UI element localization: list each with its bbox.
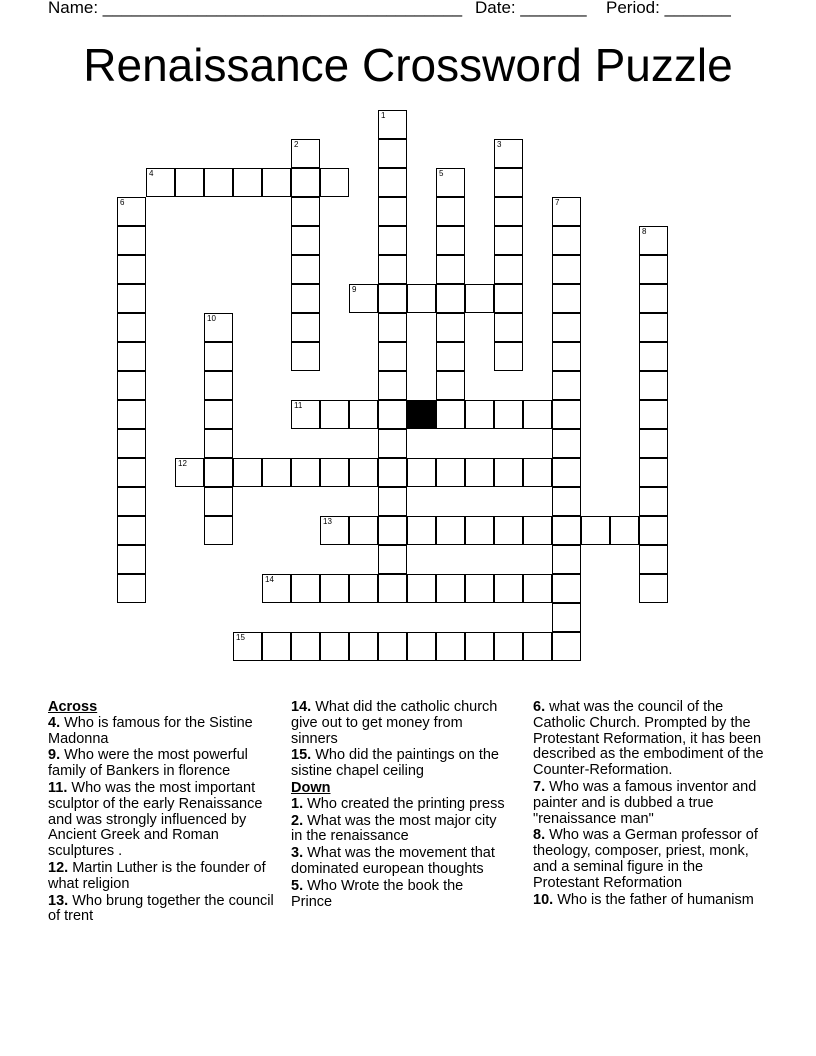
- crossword-cell[interactable]: [465, 516, 494, 545]
- cell-number: 3: [497, 140, 502, 149]
- clue-number: 3.: [291, 845, 304, 862]
- crossword-cell[interactable]: [494, 168, 523, 197]
- crossword-cell[interactable]: [436, 516, 465, 545]
- down-clue: [291, 879, 506, 911]
- clue-text: Who created the printing press: [307, 795, 505, 812]
- clue-text: What was the most major city in the renaissance: [291, 812, 497, 845]
- crossword-cell[interactable]: [291, 313, 320, 342]
- crossword-cell[interactable]: [233, 458, 262, 487]
- crossword-cell[interactable]: [407, 284, 436, 313]
- crossword-cell[interactable]: [378, 255, 407, 284]
- clue-number: 8.: [533, 827, 546, 844]
- cell-number: 6: [120, 198, 125, 207]
- crossword-cell[interactable]: [117, 342, 146, 371]
- clue-number: 5.: [291, 877, 304, 894]
- crossword-cell[interactable]: [204, 516, 233, 545]
- crossword-cell[interactable]: [378, 487, 407, 516]
- clue-text: Martin Luther is the founder of what religion: [48, 859, 266, 892]
- clue-number: 13.: [48, 892, 69, 909]
- cell-number: 15: [236, 633, 245, 642]
- crossword-cell[interactable]: [639, 574, 668, 603]
- crossword-cell[interactable]: [639, 429, 668, 458]
- clue-column-1: [48, 700, 283, 926]
- crossword-cell[interactable]: [378, 371, 407, 400]
- clue-text: Who was a famous inventor and painter and is dubbed a true "renaissance man": [533, 778, 757, 827]
- crossword-cell[interactable]: [320, 574, 349, 603]
- crossword-cell[interactable]: [436, 255, 465, 284]
- crossword-cell[interactable]: [378, 313, 407, 342]
- down-clue: [533, 700, 773, 779]
- clue-text: Who were the most powerful family of Bankers in florence: [48, 747, 248, 780]
- crossword-cell[interactable]: [639, 545, 668, 574]
- crossword-cell[interactable]: [494, 197, 523, 226]
- crossword-cell[interactable]: [262, 458, 291, 487]
- cell-number: 7: [555, 198, 560, 207]
- clue-number: 7.: [533, 778, 546, 795]
- cell-number: 8: [642, 227, 647, 236]
- crossword-cell[interactable]: [494, 458, 523, 487]
- crossword-cell[interactable]: [175, 458, 204, 487]
- crossword-cell[interactable]: [262, 632, 291, 661]
- clue-text: What did the catholic church give out to get money from sinners: [291, 699, 498, 747]
- crossword-cell[interactable]: [117, 313, 146, 342]
- crossword-cell[interactable]: [291, 255, 320, 284]
- crossword-cell[interactable]: [436, 226, 465, 255]
- crossword-cell[interactable]: [465, 400, 494, 429]
- crossword-cell[interactable]: [407, 458, 436, 487]
- crossword-cell[interactable]: [552, 255, 581, 284]
- crossword-cell[interactable]: [552, 342, 581, 371]
- crossword-cell[interactable]: [436, 458, 465, 487]
- cell-number: 11: [294, 401, 303, 410]
- crossword-cell[interactable]: [291, 574, 320, 603]
- crossword-cell[interactable]: [494, 226, 523, 255]
- cell-number: 1: [381, 111, 386, 120]
- crossword-cell[interactable]: [436, 313, 465, 342]
- crossword-cell[interactable]: [117, 197, 146, 226]
- crossword-cell[interactable]: [494, 139, 523, 168]
- across-clue: [48, 894, 283, 926]
- clue-number: 12.: [48, 859, 69, 876]
- clue-text: Who is the father of humanism: [557, 891, 754, 908]
- clue-text: Who did the paintings on the sistine chapel ceiling: [291, 747, 499, 780]
- crossword-cell[interactable]: [204, 487, 233, 516]
- crossword-cell[interactable]: [494, 400, 523, 429]
- crossword-cell[interactable]: [494, 342, 523, 371]
- crossword-cell[interactable]: [378, 226, 407, 255]
- crossword-cell[interactable]: [436, 400, 465, 429]
- crossword-cell[interactable]: [552, 197, 581, 226]
- crossword-cell[interactable]: [117, 487, 146, 516]
- crossword-cell[interactable]: [117, 371, 146, 400]
- crossword-cell[interactable]: [117, 574, 146, 603]
- crossword-cell[interactable]: [233, 168, 262, 197]
- across-heading: Across: [48, 699, 98, 715]
- crossword-cell[interactable]: [552, 516, 581, 545]
- clue-number: 1.: [291, 795, 304, 812]
- crossword-cell[interactable]: [117, 226, 146, 255]
- crossword-cell[interactable]: [378, 400, 407, 429]
- crossword-cell[interactable]: [639, 313, 668, 342]
- clue-text: Who brung together the council of trent: [48, 892, 274, 925]
- crossword-cell[interactable]: [291, 284, 320, 313]
- clue-text: what was the council of the Catholic Church. Prompted by the Protestant Reformation, it has been described as the embodiment of the Counter-Reformation.: [533, 699, 764, 779]
- crossword-cell[interactable]: [465, 458, 494, 487]
- clue-number: 14.: [291, 699, 312, 715]
- crossword-cell[interactable]: [204, 429, 233, 458]
- cell-number: 4: [149, 169, 154, 178]
- crossword-cell[interactable]: [320, 516, 349, 545]
- crossword-cell[interactable]: [204, 342, 233, 371]
- clue-number: 9.: [48, 747, 61, 764]
- crossword-cell[interactable]: [407, 574, 436, 603]
- crossword-cell[interactable]: [117, 255, 146, 284]
- clue-text: Who was a German professor of theology, composer, priest, monk, and a seminal figure in the Protestant Reformation: [533, 827, 758, 891]
- crossword-cell[interactable]: [639, 371, 668, 400]
- clue-text: What was the movement that dominated european thoughts: [291, 845, 495, 877]
- crossword-cell[interactable]: [639, 284, 668, 313]
- crossword-cell[interactable]: [175, 168, 204, 197]
- clue-number: 10.: [533, 891, 554, 908]
- crossword-cell[interactable]: [436, 168, 465, 197]
- across-clue: [48, 716, 283, 748]
- crossword-cell[interactable]: [552, 574, 581, 603]
- crossword-cell[interactable]: [465, 632, 494, 661]
- crossword-cell[interactable]: [204, 313, 233, 342]
- cell-number: 5: [439, 169, 444, 178]
- crossword-cell[interactable]: [523, 632, 552, 661]
- crossword-cell[interactable]: [407, 632, 436, 661]
- crossword-cell[interactable]: [552, 429, 581, 458]
- crossword-cell[interactable]: [436, 574, 465, 603]
- crossword-cell[interactable]: [262, 168, 291, 197]
- crossword-cell[interactable]: [349, 284, 378, 313]
- crossword-cell[interactable]: [552, 632, 581, 661]
- period-field[interactable]: Period: _______: [606, 0, 731, 17]
- down-clue: [533, 780, 773, 827]
- crossword-cell[interactable]: [552, 371, 581, 400]
- crossword-cell[interactable]: [378, 110, 407, 139]
- crossword-cell[interactable]: [436, 371, 465, 400]
- crossword-cell[interactable]: [639, 487, 668, 516]
- crossword-cell[interactable]: [349, 632, 378, 661]
- down-clue: [291, 846, 506, 878]
- crossword-cell[interactable]: [291, 458, 320, 487]
- crossword-cell[interactable]: [378, 458, 407, 487]
- crossword-cell[interactable]: [204, 400, 233, 429]
- crossword-cell[interactable]: [320, 458, 349, 487]
- crossword-cell[interactable]: [436, 632, 465, 661]
- down-heading: Down: [291, 779, 331, 796]
- crossword-cell[interactable]: [291, 168, 320, 197]
- clue-number: 11.: [48, 779, 68, 796]
- crossword-cell[interactable]: [639, 400, 668, 429]
- shaded-cell: [407, 400, 436, 429]
- crossword-cell[interactable]: [552, 603, 581, 632]
- clue-column-3: [533, 700, 773, 909]
- crossword-cell[interactable]: [378, 342, 407, 371]
- clue-text: Who is famous for the Sistine Madonna: [48, 714, 253, 747]
- crossword-cell[interactable]: [291, 342, 320, 371]
- crossword-cell[interactable]: [436, 284, 465, 313]
- crossword-cell[interactable]: [349, 574, 378, 603]
- crossword-cell[interactable]: [262, 574, 291, 603]
- clue-text: Who was the most important sculptor of the early Renaissance and was strongly influenced by Ancient Greek and Roman sculptures .: [48, 779, 263, 860]
- across-clue: [291, 700, 506, 747]
- cell-number: 10: [207, 314, 216, 323]
- across-clue: [48, 861, 283, 893]
- crossword-cell[interactable]: [117, 400, 146, 429]
- crossword-cell[interactable]: [204, 458, 233, 487]
- crossword-cell[interactable]: [436, 197, 465, 226]
- crossword-cell[interactable]: [349, 400, 378, 429]
- crossword-cell[interactable]: [117, 545, 146, 574]
- clue-number: 2.: [291, 812, 304, 829]
- crossword-cell[interactable]: [494, 284, 523, 313]
- cell-number: 2: [294, 140, 299, 149]
- crossword-cell[interactable]: [610, 516, 639, 545]
- crossword-cell[interactable]: [378, 632, 407, 661]
- crossword-cell[interactable]: [552, 487, 581, 516]
- name-field[interactable]: Name: ______________________________________: [48, 0, 463, 17]
- cell-number: 14: [265, 575, 274, 584]
- crossword-cell[interactable]: [117, 516, 146, 545]
- crossword-cell[interactable]: [291, 197, 320, 226]
- page-title: Renaissance Crossword Puzzle: [83, 39, 733, 91]
- crossword-cell[interactable]: [639, 458, 668, 487]
- crossword-cell[interactable]: [639, 516, 668, 545]
- crossword-cell[interactable]: [494, 632, 523, 661]
- crossword-cell[interactable]: [378, 545, 407, 574]
- crossword-cell[interactable]: [523, 574, 552, 603]
- crossword-cell[interactable]: [378, 139, 407, 168]
- crossword-cell[interactable]: [552, 458, 581, 487]
- crossword-cell[interactable]: [523, 400, 552, 429]
- crossword-cell[interactable]: [204, 168, 233, 197]
- crossword-cell[interactable]: [494, 313, 523, 342]
- crossword-cell[interactable]: [494, 516, 523, 545]
- clue-text: Who Wrote the book the Prince: [291, 877, 464, 910]
- crossword-cell[interactable]: [291, 139, 320, 168]
- crossword-cell[interactable]: [117, 284, 146, 313]
- clue-number: 6.: [533, 699, 546, 715]
- crossword-cell[interactable]: [639, 342, 668, 371]
- crossword-cell[interactable]: [552, 284, 581, 313]
- crossword-cell[interactable]: [639, 226, 668, 255]
- date-field[interactable]: Date: _______: [475, 0, 587, 17]
- crossword-cell[interactable]: [204, 371, 233, 400]
- crossword-cell[interactable]: [639, 255, 668, 284]
- crossword-cell[interactable]: [349, 458, 378, 487]
- crossword-cell[interactable]: [465, 574, 494, 603]
- across-clue: [291, 748, 506, 780]
- across-clue: [48, 781, 283, 860]
- crossword-cell[interactable]: [552, 400, 581, 429]
- crossword-cell[interactable]: [146, 168, 175, 197]
- clue-number: 15.: [291, 747, 312, 764]
- crossword-cell[interactable]: [581, 516, 610, 545]
- crossword-cell[interactable]: [552, 545, 581, 574]
- clue-number: 4.: [48, 714, 61, 731]
- crossword-cell[interactable]: [117, 458, 146, 487]
- crossword-cell[interactable]: [378, 574, 407, 603]
- crossword-cell[interactable]: [291, 632, 320, 661]
- crossword-cell[interactable]: [378, 168, 407, 197]
- crossword-cell[interactable]: [320, 400, 349, 429]
- crossword-cell[interactable]: [407, 516, 436, 545]
- down-clue: [533, 893, 773, 909]
- down-clue: [291, 797, 506, 813]
- crossword-cell[interactable]: [117, 429, 146, 458]
- crossword-cell[interactable]: [378, 284, 407, 313]
- crossword-cell[interactable]: [494, 574, 523, 603]
- crossword-cell[interactable]: [349, 516, 378, 545]
- cell-number: 13: [323, 517, 332, 526]
- crossword-cell[interactable]: [552, 226, 581, 255]
- crossword-cell[interactable]: [291, 226, 320, 255]
- crossword-cell[interactable]: [523, 516, 552, 545]
- cell-number: 9: [352, 285, 357, 294]
- crossword-cell[interactable]: [465, 284, 494, 313]
- crossword-cell[interactable]: [320, 168, 349, 197]
- across-clue: [48, 748, 283, 780]
- crossword-cell[interactable]: [436, 342, 465, 371]
- down-clue: [291, 814, 506, 846]
- crossword-cell[interactable]: [523, 458, 552, 487]
- cell-number: 12: [178, 459, 187, 468]
- clue-column-2: [291, 700, 506, 911]
- crossword-cell[interactable]: [378, 197, 407, 226]
- crossword-cell[interactable]: [291, 400, 320, 429]
- crossword-cell[interactable]: [552, 313, 581, 342]
- crossword-cell[interactable]: [494, 255, 523, 284]
- crossword-cell[interactable]: [378, 429, 407, 458]
- crossword-cell[interactable]: [233, 632, 262, 661]
- crossword-cell[interactable]: [378, 516, 407, 545]
- crossword-cell[interactable]: [320, 632, 349, 661]
- down-clue: [533, 828, 773, 891]
